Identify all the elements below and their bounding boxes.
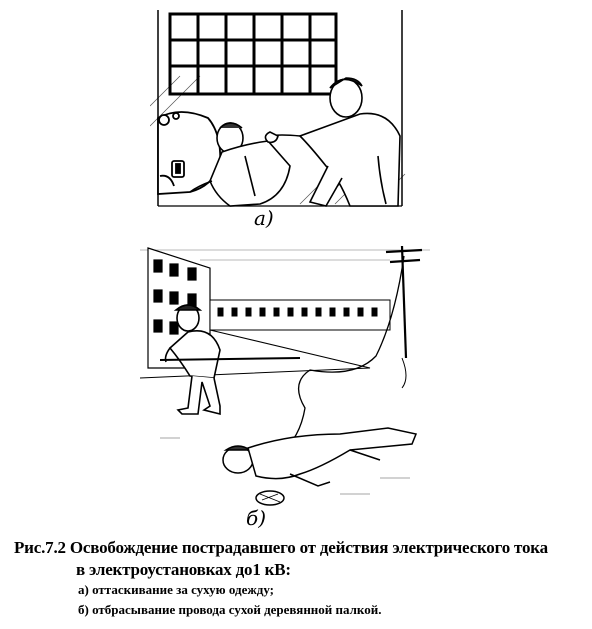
throw-off-wire-illustration: [140, 238, 430, 508]
figure-caption-title: Рис.7.2 Освобождение пострадавшего от действия электрического тока: [14, 538, 548, 557]
rescuer-figure: [265, 78, 400, 206]
figure-caption-subtitle: в электроустановках до1 кВ:: [76, 560, 291, 579]
panel-a-label: а): [254, 206, 274, 230]
drag-by-clothes-illustration: [150, 6, 410, 214]
caption-item-a: а) оттаскивание за сухую одежду;: [78, 582, 275, 597]
window-grid: [170, 14, 336, 94]
illustration-panel-b: [140, 238, 430, 508]
lying-victim: [223, 428, 416, 505]
panel-b-label: б): [246, 506, 267, 530]
caption-item-b: б) отбрасывание провода сухой деревянной палкой.: [78, 602, 382, 617]
broken-wire: [280, 256, 404, 454]
illustration-panel-a: [150, 6, 410, 214]
